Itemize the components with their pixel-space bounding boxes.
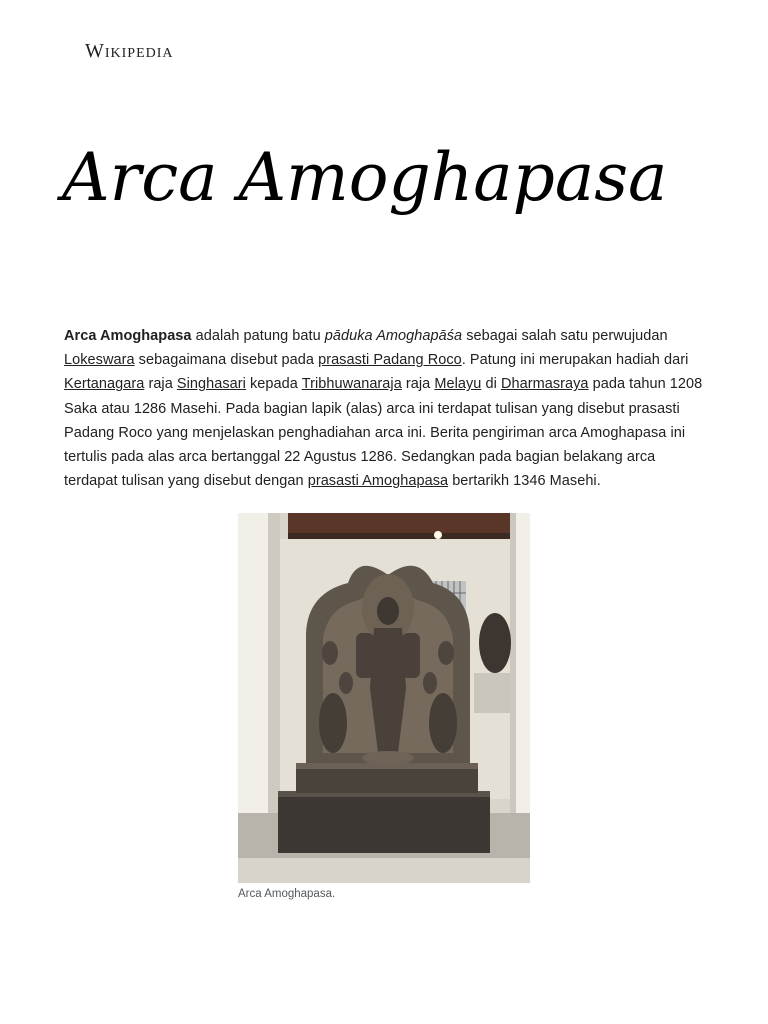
- ceiling-beam: [288, 513, 510, 533]
- right-pillar-shade: [510, 513, 516, 858]
- paragraph-text: raja: [401, 376, 435, 393]
- lead-bold-term: Arca Amoghapasa: [64, 328, 192, 344]
- attendant-left: [319, 693, 347, 753]
- attendant-right: [429, 693, 457, 753]
- paragraph-text: sebagaimana disebut pada: [134, 352, 319, 369]
- page-title: Arca Amoghapasa: [62, 139, 668, 216]
- small-figure-right-mid: [423, 672, 437, 694]
- lotus-pedestal: [362, 751, 414, 765]
- article-paragraph: [64, 324, 710, 493]
- paragraph-text: kepada: [245, 376, 302, 393]
- figure-caption: Arca Amoghapasa.: [238, 888, 336, 900]
- paragraph-text: bertarikh 1346 Masehi.: [448, 473, 601, 490]
- link-lokeswara[interactable]: Lokeswara: [64, 352, 135, 369]
- small-figure-left-mid: [339, 672, 353, 694]
- link-singhasari[interactable]: Singhasari: [176, 376, 246, 393]
- link-tribhuwanaraja[interactable]: Tribhuwanaraja: [301, 376, 402, 393]
- figure-head: [377, 597, 399, 625]
- figure-arms-left: [356, 633, 374, 678]
- paragraph-text: sebagai salah satu perwujudan: [462, 328, 668, 344]
- link-melayu[interactable]: Melayu: [434, 376, 482, 393]
- paragraph-text: di: [481, 376, 501, 393]
- link-prasasti-amoghapasa[interactable]: prasasti Amoghapasa: [307, 473, 449, 490]
- small-figure-left-top: [322, 641, 338, 665]
- ceiling-shadow: [288, 533, 510, 539]
- paragraph-text: adalah patung batu: [191, 328, 325, 344]
- ceiling-light: [434, 531, 442, 539]
- small-statue: [479, 613, 511, 673]
- italic-term: pāduka Amoghapāśa: [324, 328, 463, 344]
- small-figure-right-top: [438, 641, 454, 665]
- paragraph-text: . Patung ini merupakan hadiah dari: [461, 352, 689, 369]
- link-prasasti-padang-roco[interactable]: prasasti Padang Roco: [318, 352, 462, 369]
- small-statue-pedestal: [474, 673, 510, 713]
- statue-photo[interactable]: [238, 513, 530, 883]
- figure-arms-right: [402, 633, 420, 678]
- link-kertanagara[interactable]: Kertanagara: [64, 376, 145, 393]
- floor-front: [238, 858, 530, 883]
- paragraph-text: raja: [144, 376, 177, 393]
- article-figure: [238, 513, 530, 900]
- link-dharmasraya[interactable]: Dharmasraya: [500, 376, 589, 393]
- wikipedia-logo[interactable]: Wikipedia: [85, 40, 174, 62]
- paragraph-text: pada tahun 1208 Saka atau 1286 Masehi. Pada bagian lapik (alas) arca ini terdapat tulisan yang disebut prasasti Padang Roco yang menjelaskan penghadiahan arca ini. Berita pengiriman arca Amoghapasa ini tertulis pada alas arca bertanggal 22 Agustus 1286. Sedangkan pada bagian belakang arca terdapat tulisan yang disebut dengan: [64, 376, 703, 490]
- stone-plinth: [278, 791, 490, 853]
